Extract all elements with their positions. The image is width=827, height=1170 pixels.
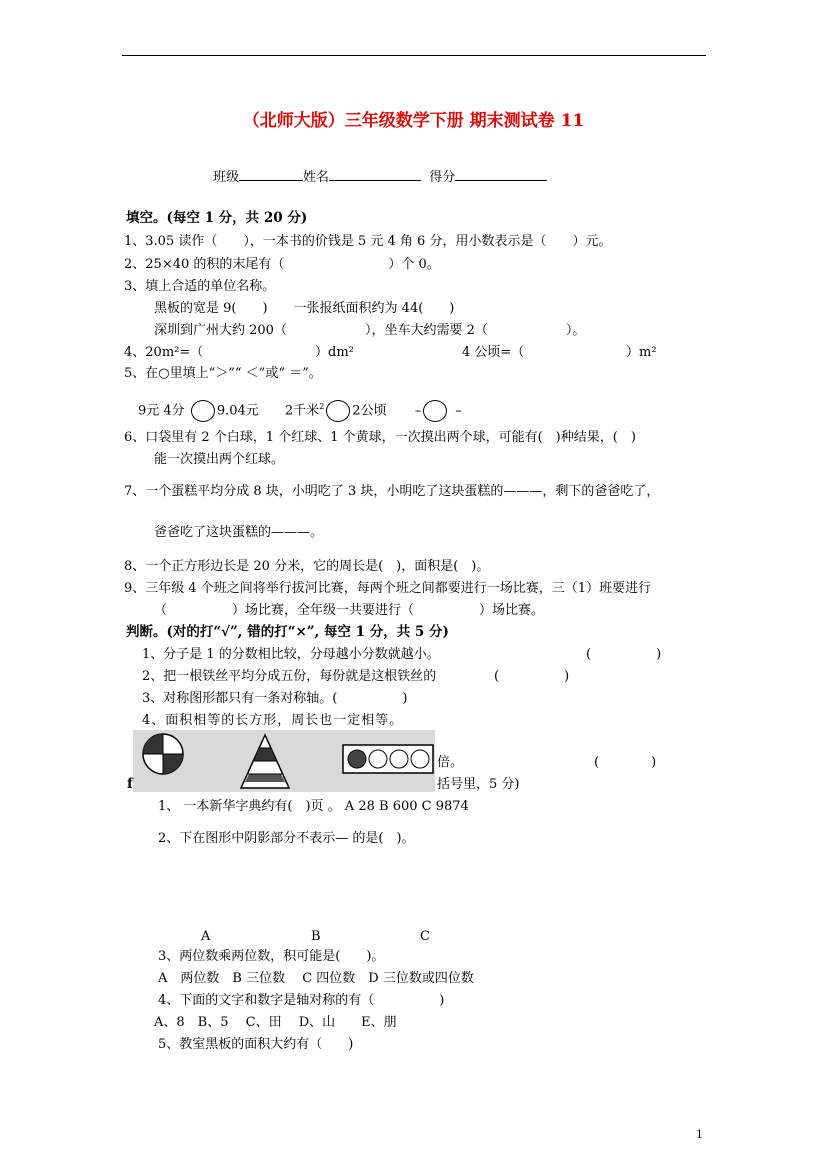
question-1-4b: ）dm² <box>315 345 354 360</box>
judge-5-paren[interactable]: ( ) <box>594 755 657 770</box>
top-rule <box>122 55 706 56</box>
question-1-7b: 爸爸吃了这块蛋糕的———。 <box>154 525 324 540</box>
compare-c: 2千米 <box>284 403 320 419</box>
choice-1: 1、 一本新华字典约有( )页 。 A 28 B 600 C 9874 <box>158 799 469 814</box>
question-1-3: 3、填上合适的单位名称。 <box>124 279 276 294</box>
compare-e: – <box>414 403 422 419</box>
question-1-4c: 4 公顷=（ <box>462 345 525 360</box>
quartered-circle-figure <box>143 734 183 774</box>
choice-2-option-c[interactable]: C <box>420 929 430 944</box>
judge-4: 4、面积相等的长方形，周长也一定相等。 <box>142 713 404 728</box>
question-1-6a: 6、口袋里有 2 个白球，1 个红球、1 个黄球，一次摸出两个球，可能有( )种结果，( ) <box>124 430 636 445</box>
four-circles-figure <box>343 745 433 773</box>
choice-2: 2、下在图形中阴影部分不表示— 的是( )。 <box>158 831 415 846</box>
class-blank[interactable] <box>239 167 303 181</box>
question-1-9b: （ ）场比赛，全年级一共要进行（ ）场比赛。 <box>154 603 545 618</box>
choice-3: 3、两位数乘两位数，积可能是( )。 <box>158 949 385 964</box>
judge-2-paren[interactable]: ( ) <box>494 669 570 684</box>
question-1-2: 2、25×40 的积的末尾有（ ）个 0。 <box>124 257 440 272</box>
name-label: 姓名 <box>303 170 330 185</box>
compare-circle-1[interactable] <box>191 400 215 422</box>
score-label: 得分 <box>429 170 456 185</box>
question-1-5: 5、在○里填上“＞”“ ＜”或“ ＝”。 <box>124 366 322 381</box>
name-blank[interactable] <box>329 167 421 181</box>
compare-c-sup: 2 <box>319 402 325 411</box>
section-choice-heading-lead: f <box>127 776 133 792</box>
compare-f: – <box>455 403 462 419</box>
judge-3: 3、对称图形都只有一条对称轴。( ) <box>142 691 408 706</box>
compare-circle-3[interactable] <box>423 400 447 422</box>
layered-triangle-figure <box>241 735 289 788</box>
judge-5-tail: 倍。 <box>437 755 464 770</box>
choice-5: 5、教室黑板的面积大约有（ ) <box>158 1037 354 1052</box>
question-1-3a: 黑板的宽是 9( ) 一张报纸面积约为 44( ) <box>154 301 455 316</box>
question-1-7a: 7、一个蛋糕平均分成 8 块，小明吃了 3 块，小明吃了这块蛋糕的———，剩下的爸爸吃了， <box>124 484 660 499</box>
section-choice-heading-fragment: 括号里，5 分) <box>437 777 520 792</box>
shaded-figures-illustration <box>133 730 435 792</box>
question-1-1: 1、3.05 读作（ ），一本书的价钱是 5 元 4 角 6 分，用小数表示是（ ）元。 <box>124 234 612 249</box>
section-judge-heading: 判断。(对的打“√”, 错的打“×”, 每空 1 分，共 5 分) <box>126 624 449 640</box>
judge-1: 1、分子是 1 的分数相比较，分母越小分数就越小。 <box>142 647 440 662</box>
score-blank[interactable] <box>455 167 547 181</box>
question-1-4d: ）m² <box>626 345 657 360</box>
class-label: 班级 <box>213 170 240 185</box>
page-number: 1 <box>696 1128 703 1141</box>
compare-a: 9元 4分 <box>138 403 185 419</box>
compare-d: 2公顷 <box>352 403 387 419</box>
question-1-3b: 深圳到广州大约 200（ ），坐车大约需要 2（ ）。 <box>154 323 586 338</box>
choice-4-options: A、8 B、5 C、田 D、山 E、朋 <box>154 1015 397 1030</box>
section-fill-heading: 填空。(每空 1 分，共 20 分) <box>126 210 308 226</box>
question-1-9a: 9、三年级 4 个班之间将举行拔河比赛，每两个班之间都要进行一场比赛，三（1）班要进行 <box>124 581 652 596</box>
question-1-6b: 能一次摸出两个红球。 <box>154 452 285 467</box>
compare-circle-2[interactable] <box>326 400 350 422</box>
judge-1-paren[interactable]: ( ) <box>586 647 662 662</box>
compare-b: 9.04元 <box>216 403 259 419</box>
judge-2: 2、把一根铁丝平均分成五份，每份就是这根铁丝的 <box>142 669 437 684</box>
figure-strip <box>133 730 435 792</box>
page-title: （北师大版）三年级数学下册 期末测试卷 11 <box>242 111 585 131</box>
choice-3-options: A 两位数 B 三位数 C 四位数 D 三位数或四位数 <box>158 971 474 986</box>
choice-4: 4、下面的文字和数字是轴对称的有（ ) <box>158 993 445 1008</box>
student-info-line <box>213 167 547 186</box>
choice-2-option-a[interactable]: A <box>201 929 211 944</box>
compare-row <box>138 396 462 422</box>
question-1-4a: 4、20m²=（ <box>124 345 204 360</box>
question-1-8: 8、一个正方形边长是 20 分米，它的周长是( )，面积是( )。 <box>124 559 490 574</box>
choice-2-option-b[interactable]: B <box>311 929 321 944</box>
